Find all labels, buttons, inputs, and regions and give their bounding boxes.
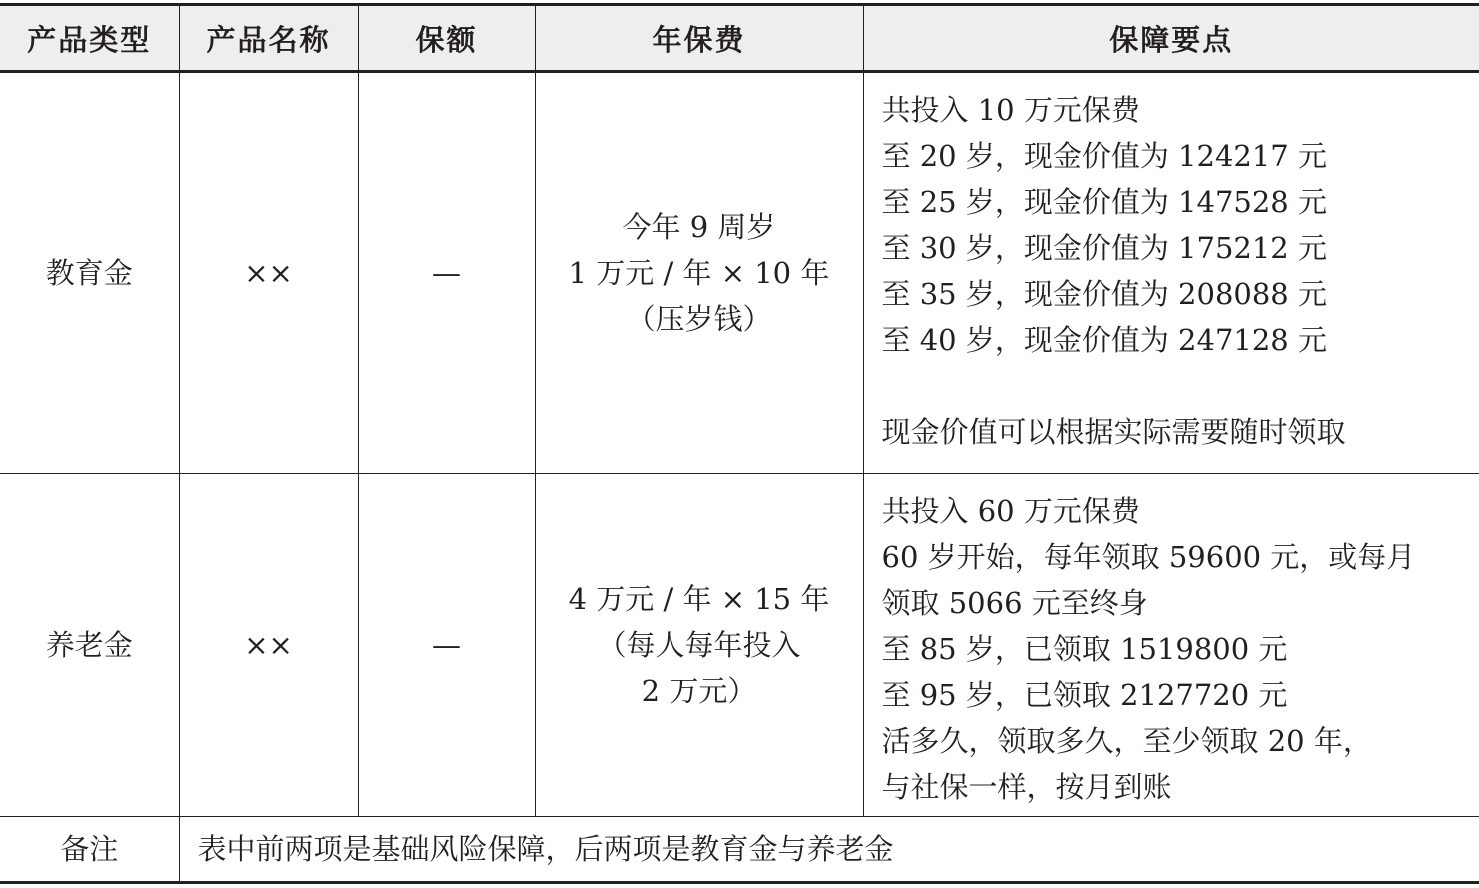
premium-line: （压岁钱） xyxy=(626,302,772,336)
key-point-line: 至 35 岁，现金价值为 208088 元 xyxy=(881,277,1327,311)
cell-coverage: — xyxy=(358,474,535,817)
key-point-line: 至 25 岁，现金价值为 147528 元 xyxy=(881,185,1327,219)
cell-key-points xyxy=(863,474,1479,817)
key-point-line: 共投入 10 万元保费 xyxy=(881,93,1140,127)
header-annual-premium: 年保费 xyxy=(535,5,863,72)
table-header-row xyxy=(0,5,1479,72)
key-point-line: 活多久，领取多久，至少领取 20 年， xyxy=(881,724,1372,758)
cell-coverage: — xyxy=(358,72,535,474)
note-label: 备注 xyxy=(0,817,179,883)
premium-line: （每人每年投入 xyxy=(597,628,801,662)
cell-product-type: 教育金 xyxy=(0,72,179,474)
key-point-line: 60 岁开始，每年领取 59600 元，或每月 xyxy=(881,540,1416,574)
key-point-spacer xyxy=(882,363,1479,409)
key-point-line: 至 85 岁，已领取 1519800 元 xyxy=(881,632,1288,666)
premium-line: 2 万元） xyxy=(641,674,757,708)
key-point-line: 至 95 岁，已领取 2127720 元 xyxy=(881,678,1288,712)
table-row-note xyxy=(0,817,1479,883)
key-point-line: 至 20 岁，现金价值为 124217 元 xyxy=(881,139,1327,173)
table-row-education-fund xyxy=(0,72,1479,474)
header-product-type: 产品类型 xyxy=(0,5,179,72)
cell-product-name: ×× xyxy=(179,72,358,474)
header-coverage: 保额 xyxy=(358,5,535,72)
cell-product-type: 养老金 xyxy=(0,474,179,817)
key-point-line: 至 40 岁，现金价值为 247128 元 xyxy=(881,323,1327,357)
cell-annual-premium xyxy=(535,72,863,474)
key-point-line: 共投入 60 万元保费 xyxy=(881,494,1140,528)
key-point-line: 领取 5066 元至终身 xyxy=(881,586,1148,620)
key-point-line: 与社保一样，按月到账 xyxy=(881,770,1172,804)
premium-line: 4 万元 / 年 × 15 年 xyxy=(568,582,830,616)
key-point-line: 现金价值可以根据实际需要随时领取 xyxy=(881,415,1346,449)
insurance-plan-table xyxy=(0,3,1479,884)
note-text: 表中前两项是基础风险保障，后两项是教育金与养老金 xyxy=(179,817,1479,883)
cell-annual-premium xyxy=(535,474,863,817)
key-point-line: 至 30 岁，现金价值为 175212 元 xyxy=(881,231,1327,265)
cell-key-points xyxy=(863,72,1479,474)
header-product-name: 产品名称 xyxy=(179,5,358,72)
cell-product-name: ×× xyxy=(179,474,358,817)
table-row-pension xyxy=(0,474,1479,817)
premium-line: 今年 9 周岁 xyxy=(622,210,776,244)
header-key-points: 保障要点 xyxy=(863,5,1479,72)
premium-line: 1 万元 / 年 × 10 年 xyxy=(568,256,830,290)
